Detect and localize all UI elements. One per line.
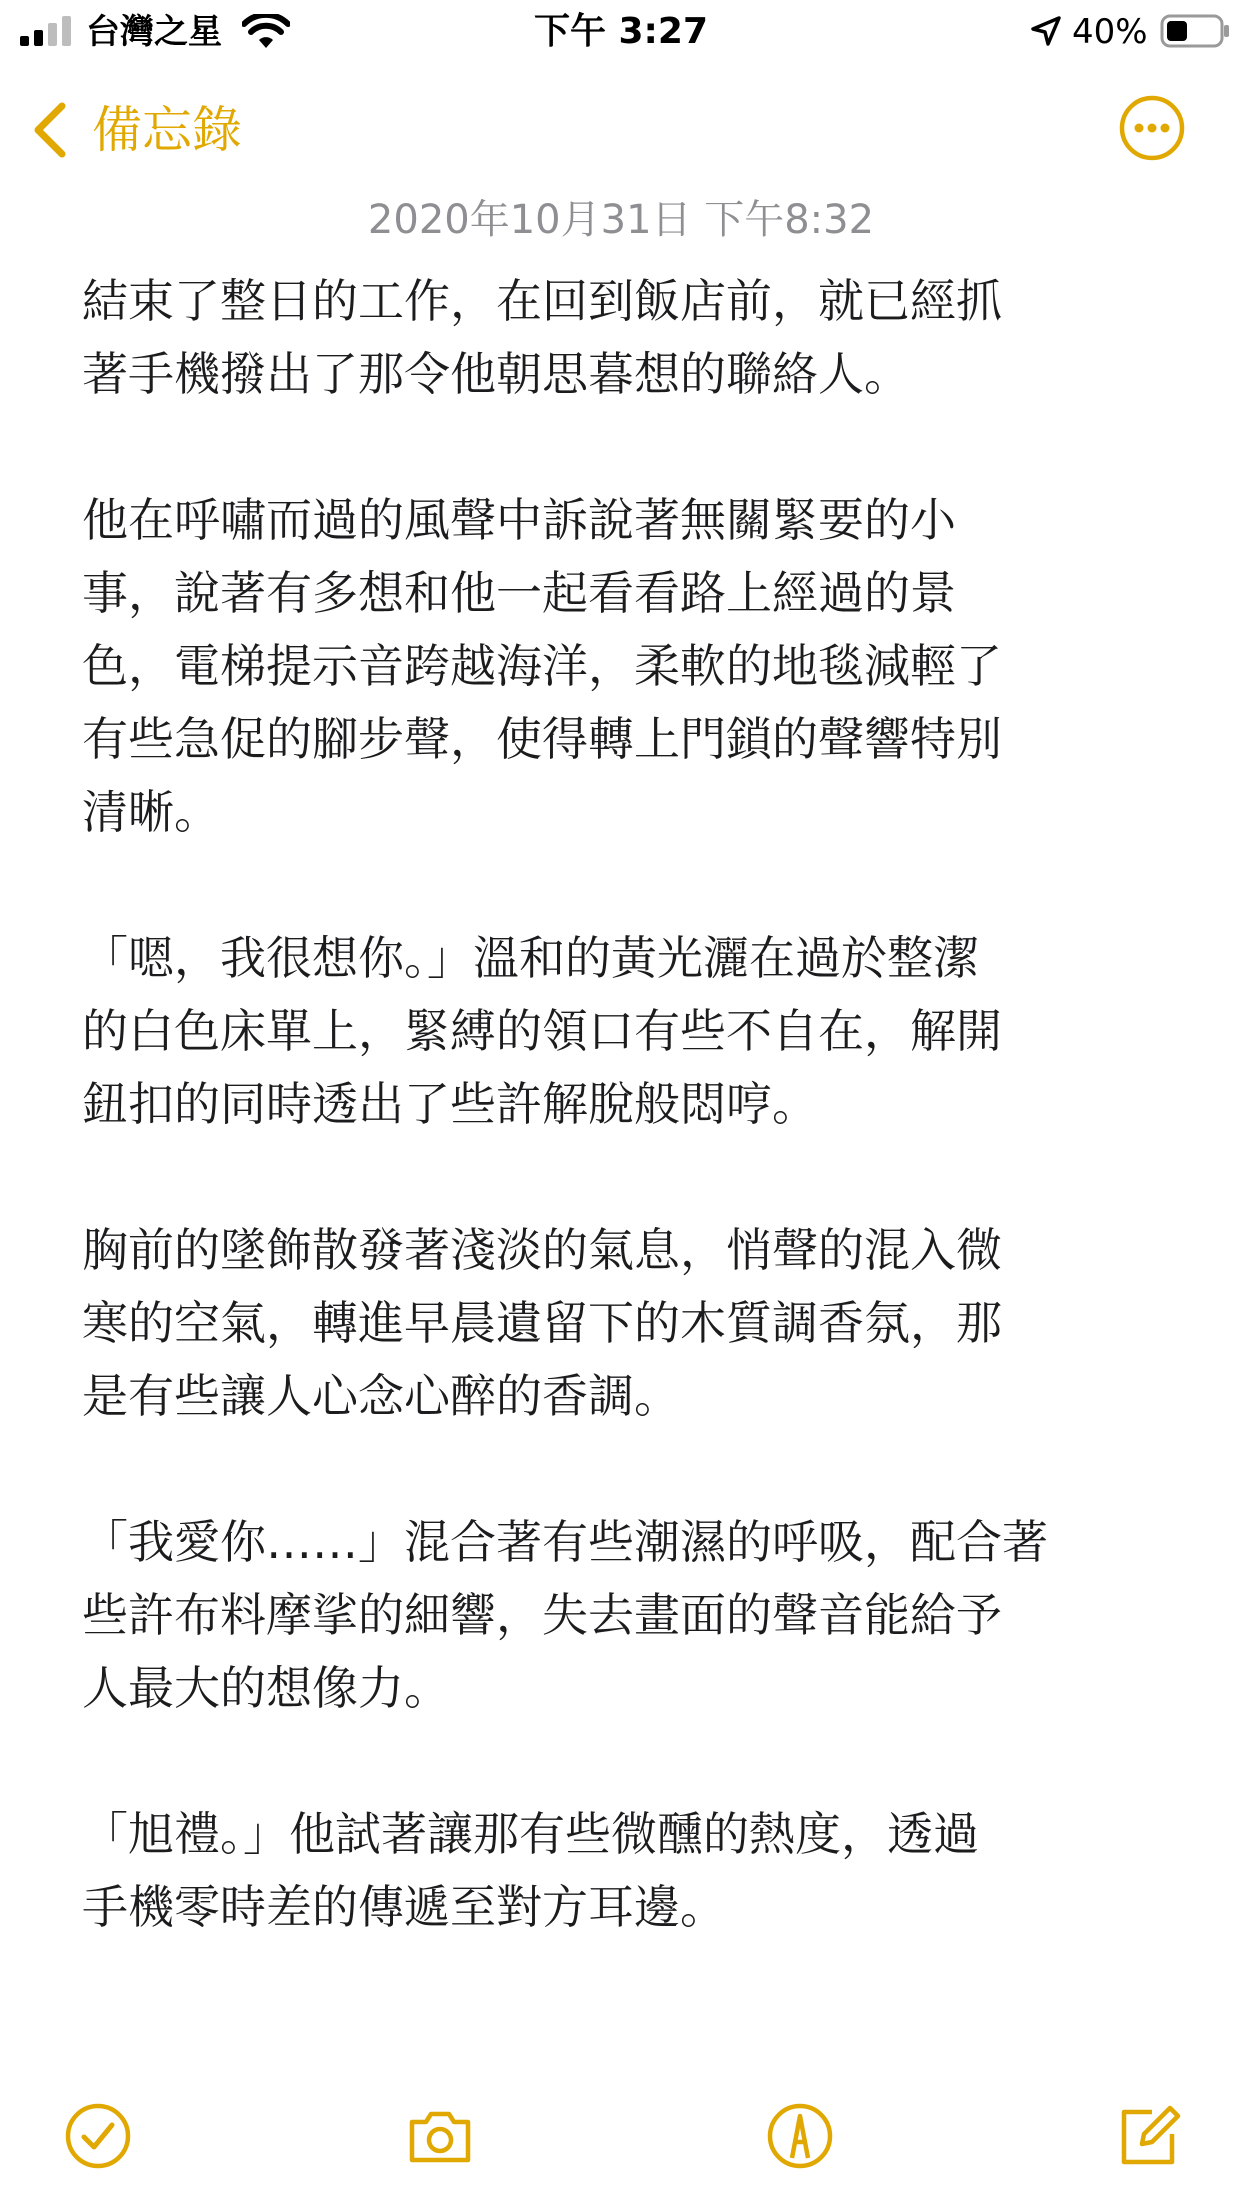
note-line: 「嗯，我很想你。」溫和的黃光灑在過於整潔	[82, 931, 979, 985]
note-line: 的白色床單上，緊縛的領口有些不自在，解開	[82, 1004, 1002, 1058]
back-button[interactable]	[30, 92, 242, 168]
note-line: 些許布料摩挲的細響，失去畫面的聲音能給予	[82, 1588, 1002, 1642]
note-paragraph	[82, 922, 1192, 1141]
note-paragraph	[82, 1506, 1192, 1725]
status-bar	[0, 0, 1242, 64]
note-paragraph	[82, 265, 1192, 411]
carrier-name: 台灣之星	[86, 12, 222, 52]
note-line: 著手機撥出了那令他朝思暮想的聯絡人。	[82, 347, 910, 401]
note-paragraph	[82, 1214, 1192, 1433]
battery-percent: 40%	[1072, 12, 1148, 52]
note-line: 鈕扣的同時透出了些許解脫般悶哼。	[82, 1077, 818, 1131]
note-line: 色，電梯提示音跨越海洋，柔軟的地毯減輕了	[82, 639, 1002, 693]
note-body[interactable]	[82, 265, 1192, 2017]
checklist-icon	[62, 2100, 134, 2172]
checklist-button[interactable]	[62, 2100, 134, 2172]
battery-icon	[1160, 14, 1230, 48]
markup-icon	[764, 2100, 836, 2172]
navigation-bar	[0, 80, 1242, 180]
note-line: 手機零時差的傳遞至對方耳邊。	[82, 1880, 726, 1934]
note-line: 「我愛你……」混合著有些潮濕的呼吸，配合著	[82, 1515, 1048, 1569]
camera-icon	[404, 2100, 476, 2172]
note-paragraph	[82, 1798, 1192, 1944]
note-line: 是有些讓人心念心醉的香調。	[82, 1369, 680, 1423]
compose-button[interactable]	[1112, 2100, 1184, 2172]
note-line: 清晰。	[82, 785, 220, 839]
compose-icon	[1112, 2100, 1184, 2172]
note-date: 2020年10月31日 下午8:32	[367, 197, 875, 243]
note-line: 有些急促的腳步聲，使得轉上門鎖的聲響特別	[82, 712, 1002, 766]
note-line: 他在呼嘯而過的風聲中訴說著無關緊要的小	[82, 493, 956, 547]
markup-button[interactable]	[764, 2100, 836, 2172]
note-paragraph	[82, 484, 1192, 849]
note-line: 「旭禮。」他試著讓那有些微醺的熱度，透過	[82, 1807, 979, 1861]
note-line: 結束了整日的工作，在回到飯店前，就已經抓	[82, 274, 1002, 328]
ellipsis-circle-icon[interactable]	[1118, 94, 1186, 162]
status-time: 下午 3:27	[533, 11, 709, 52]
note-line: 事，說著有多想和他一起看看路上經過的景	[82, 566, 956, 620]
chevron-left-icon	[30, 100, 70, 160]
back-label: 備忘錄	[92, 101, 242, 159]
note-line: 胸前的墜飾散發著淺淡的氣息，悄聲的混入微	[82, 1223, 1002, 1277]
bottom-toolbar	[0, 2100, 1242, 2190]
camera-button[interactable]	[404, 2100, 476, 2172]
note-line: 人最大的想像力。	[82, 1661, 450, 1715]
note-line: 寒的空氣，轉進早晨遺留下的木質調香氛，那	[82, 1296, 1002, 1350]
location-arrow-icon	[1030, 15, 1062, 47]
